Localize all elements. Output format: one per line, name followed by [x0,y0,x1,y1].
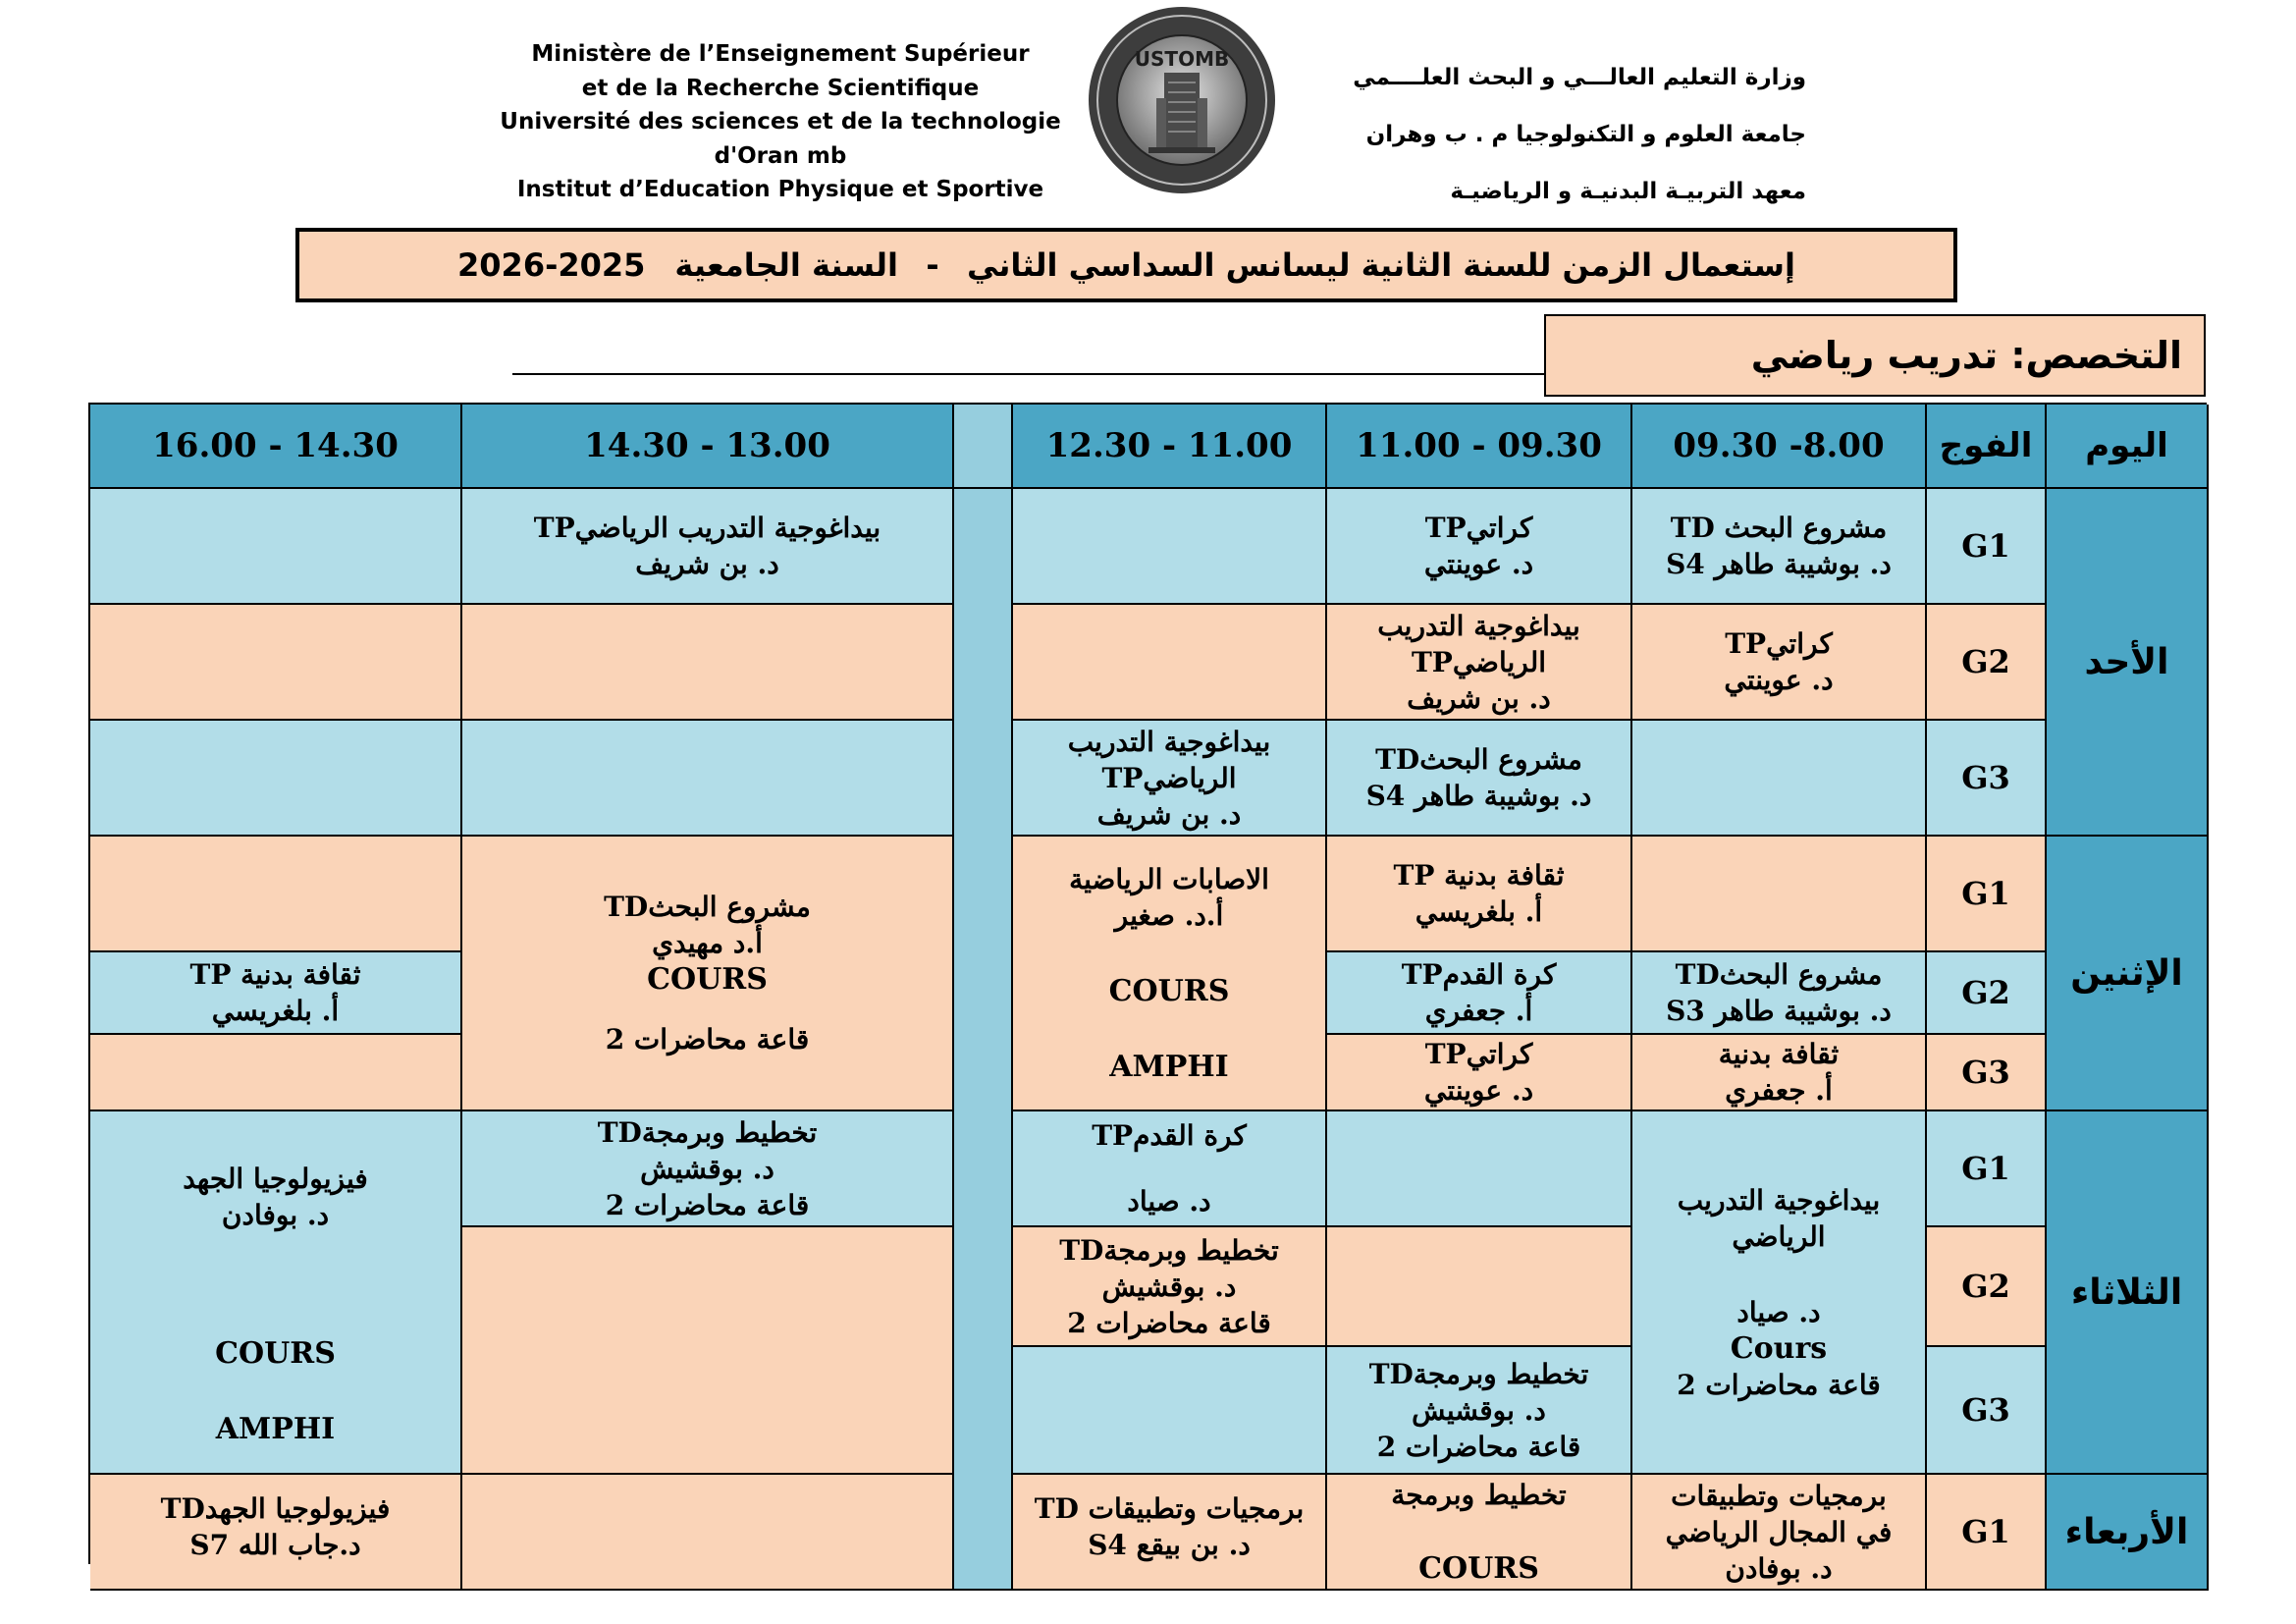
group-cell [1927,1475,2047,1591]
session-course: فيزيولوجيا الجهدTD [160,1492,391,1525]
session-room: قاعة محاضرات 2 [1067,1306,1271,1339]
group-cell [1927,489,2047,605]
session-cell-empty [90,489,462,605]
title-dash: - [926,246,939,284]
session-type: COURS [1108,974,1230,1008]
header-fr-line: Ministère de l’Enseignement Supérieur [531,41,1030,67]
session-cell-empty [462,721,954,837]
session-type: COURS [647,962,768,997]
session-course: تخطيط وبرمجةTD [597,1115,818,1149]
session-teacher: د. بن شريف [1096,797,1242,831]
col-header-group [1927,405,2047,489]
session-cell [1013,1227,1327,1347]
header-ar-line: جامعة العلوم و التكنولوجيا م . ب وهران [1365,122,1806,147]
session-cell [1632,1035,1927,1111]
session-course: برمجيات وتطبيقات [1671,1479,1887,1512]
session-teacher: د. بوقشيش [1101,1270,1237,1303]
session-cell [1327,1475,1632,1591]
group-label: G3 [1961,1390,2010,1429]
session-cell-empty [1632,837,1927,952]
session-course: الرياضيTP [1101,761,1237,794]
group-cell [1927,1227,2047,1347]
lunch-separator-column [954,489,1013,1591]
session-cell [90,1475,462,1591]
session-teacher: د. صياد [1127,1185,1211,1218]
session-course: الرياضيTP [1411,645,1547,678]
logo-text: USTOMB [1134,47,1230,71]
schedule-title-box [295,228,1957,302]
session-course: ثقافة بدنية [1718,1038,1840,1070]
col-header-text: الفوج [1939,425,2033,465]
title-year: 2026-2025 [457,246,646,284]
day-label: الأحد [2084,641,2169,682]
specialty-underline [512,373,1544,375]
col-header-1430-1600 [90,405,462,489]
session-cell [1327,952,1632,1035]
session-teacher: د. عوينتي [1724,664,1834,696]
session-course: مشروع البحث TD [1670,512,1888,544]
session-course: ثقافة بدنية TP [1393,859,1565,892]
session-room: قاعة محاضرات 2 [1376,1430,1581,1463]
session-cell [1327,837,1632,952]
session-cell-empty [462,1227,954,1475]
session-type: COURS [1418,1551,1539,1586]
session-course: تخطيط وبرمجةTD [1368,1357,1589,1390]
group-label: G1 [1961,1149,2010,1187]
session-cell [1632,952,1927,1035]
session-teacher: د. بوفادن [1725,1551,1833,1585]
session-room: AMPHI [1109,1050,1229,1084]
session-teacher: د. صياد [1736,1295,1821,1328]
session-course: كراتيTP [1424,512,1533,544]
header-fr-line: d'Oran mb [714,142,847,169]
group-label: G1 [1961,1512,2010,1550]
session-type: Cours [1730,1330,1828,1366]
col-header-text: 11.00 - 09.30 [1356,425,1602,465]
group-cell [1927,1035,2047,1111]
university-seal-icon [1086,4,1278,196]
col-header-1100-1230 [1013,405,1327,489]
col-header-day [2047,405,2209,489]
session-teacher: د. بن شريف [635,548,779,580]
session-cell-lecture [462,837,954,1111]
session-room: AMPHI [215,1412,336,1446]
session-course: فيزيولوجيا الجهد [183,1163,368,1195]
session-course: مشروع البحثTD [1375,743,1582,776]
group-cell [1927,837,2047,952]
header-ar-line: وزارة التعليم العالـــي و البحث العلــــمي [1353,65,1806,90]
session-teacher: أ. جعفري [1725,1074,1833,1107]
col-header-0800-0930 [1632,405,1927,489]
session-cell-lecture [1632,1111,1927,1475]
session-teacher: د.جاب الله S7 [189,1529,361,1561]
session-teacher: أ. بلغريسي [211,995,340,1027]
session-course: بيداغوجية التدريب [1377,609,1580,642]
session-cell [462,489,954,605]
lunch-separator-header [954,405,1013,489]
session-cell [1327,721,1632,837]
title-year-label: السنة الجامعية [674,246,898,284]
session-course: مشروع البحثTD [1675,958,1883,991]
session-cell [1632,1475,1927,1591]
col-header-text: 16.00 - 14.30 [152,425,399,465]
session-course: الاصابات الرياضية [1069,863,1269,895]
group-label: G2 [1961,973,2010,1011]
timetable [88,403,2207,1586]
col-header-text: 12.30 - 11.00 [1045,425,1293,465]
day-tuesday [2047,1111,2209,1475]
session-cell-empty [1327,1111,1632,1227]
session-cell [462,1111,954,1227]
session-teacher: د. بوفادن [221,1199,330,1231]
session-cell [1013,1475,1327,1591]
session-cell [1327,1347,1632,1475]
session-course: برمجيات وتطبيقات TD [1034,1492,1305,1525]
group-label: G1 [1961,874,2010,912]
specialty-box [1544,314,2206,397]
session-type: COURS [215,1336,336,1371]
session-cell [1013,721,1327,837]
session-course: كرة القدمTP [1092,1119,1247,1152]
session-course: كراتيTP [1424,1038,1533,1070]
specialty-label: التخصص: تدريب رياضي [1750,334,2182,377]
session-course: تخطيط وبرمجة [1391,1479,1567,1511]
group-cell [1927,1111,2047,1227]
day-wednesday [2047,1475,2209,1591]
header-fr-line: et de la Recherche Scientifique [581,75,980,101]
col-header-text: اليوم [2085,425,2168,465]
day-sunday [2047,489,2209,837]
session-cell-empty [90,1035,462,1111]
session-cell-empty [1013,1347,1327,1475]
group-cell [1927,605,2047,721]
day-label: الإثنين [2070,952,2183,994]
session-cell [1327,1035,1632,1111]
day-monday [2047,837,2209,1111]
session-teacher: د. بن شريف [1407,681,1551,715]
session-teacher: د. بوشيبة طاهر S4 [1666,548,1892,580]
session-room: قاعة محاضرات 2 [605,1023,810,1056]
session-cell-empty [1013,605,1327,721]
day-label: الأربعاء [2064,1511,2189,1552]
session-teacher: د. عوينتي [1423,548,1534,580]
session-cell [1632,489,1927,605]
session-cell [1327,489,1632,605]
session-course: بيداغوجية التدريب الرياضيTP [533,512,881,544]
header-fr-line: Institut d’Education Physique et Sportive [516,177,1044,202]
title-text: إستعمال الزمن للسنة الثانية ليسانس السداسي الثاني [966,246,1795,284]
session-cell [1327,605,1632,721]
col-header-text: 14.30 - 13.00 [584,425,830,465]
session-teacher: د. عوينتي [1423,1074,1534,1107]
col-header-text: 09.30 -8.00 [1673,425,1885,465]
header-french-block [461,37,1099,207]
group-label: G2 [1961,1267,2010,1305]
day-label: الثلاثاء [2070,1272,2183,1313]
group-label: G1 [1961,526,2010,565]
session-course: كرة القدمTP [1401,958,1557,991]
session-teacher: د. بن بيقع S4 [1088,1529,1251,1561]
session-room: قاعة محاضرات 2 [1677,1368,1881,1401]
session-course: في المجال الرياضي [1665,1515,1893,1548]
session-course: ثقافة بدنية TP [189,958,361,991]
session-teacher: أ. بلغريسي [1415,895,1543,928]
session-teacher: أ.د مهيدي [652,927,763,959]
group-label: G2 [1961,642,2010,680]
session-cell-empty [1327,1227,1632,1347]
session-teacher: د. بوقشيش [1412,1393,1546,1427]
group-label: G3 [1961,1053,2010,1091]
session-cell [1632,605,1927,721]
header-arabic-block [1276,49,1806,220]
session-course: كراتيTP [1725,627,1833,660]
session-cell-lecture [90,1111,462,1475]
session-cell-empty [1632,721,1927,837]
session-teacher: د. بوقشيش [640,1152,774,1185]
col-header-1300-1430 [462,405,954,489]
session-teacher: أ. جعفري [1424,995,1533,1027]
session-cell-empty [462,605,954,721]
header-fr-line: Université des sciences et de la technologie [500,109,1061,135]
session-course: الرياضي [1732,1219,1826,1253]
group-cell [1927,1347,2047,1475]
session-cell-lecture [1013,837,1327,1111]
session-cell-empty [1013,489,1327,605]
university-logo [1086,4,1278,196]
session-cell [1013,1111,1327,1227]
group-label: G3 [1961,758,2010,796]
session-course: بيداغوجية التدريب [1677,1183,1881,1217]
session-cell-empty [90,837,462,952]
session-room: قاعة محاضرات 2 [605,1188,810,1221]
session-cell [90,952,462,1035]
session-cell-empty [90,721,462,837]
session-course: تخطيط وبرمجةTD [1059,1233,1279,1267]
session-course: بيداغوجية التدريب [1067,725,1271,758]
session-cell-empty [90,605,462,721]
session-cell-empty [462,1475,954,1591]
group-cell [1927,721,2047,837]
session-teacher: د. بوشيبة طاهر S3 [1666,995,1892,1027]
session-course: مشروع البحثTD [604,891,811,923]
session-teacher: أ.د. صغير [1114,899,1224,932]
session-teacher: د. بوشيبة طاهر S4 [1365,780,1592,812]
header-ar-line: معهد التربيـة البدنيـة و الرياضيـة [1450,179,1806,204]
group-cell [1927,952,2047,1035]
col-header-0930-1100 [1327,405,1632,489]
